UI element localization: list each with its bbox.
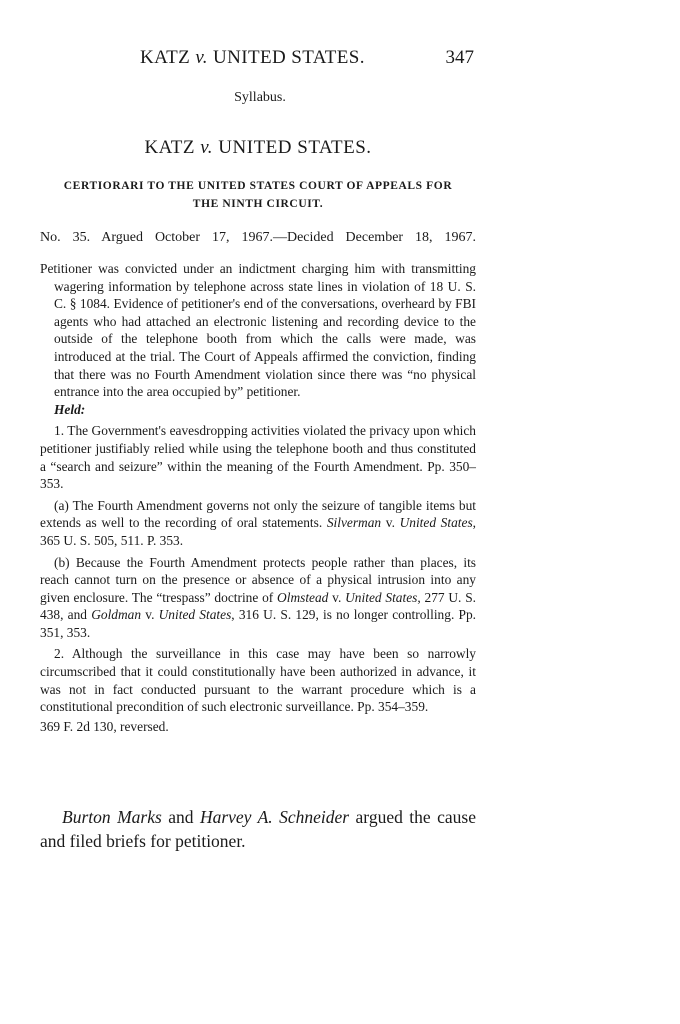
counsel-name-2: Harvey A. Schneider xyxy=(199,807,350,827)
running-header xyxy=(40,47,476,73)
counsel-name-1: Burton Marks xyxy=(62,807,162,827)
page-number: 347 xyxy=(445,47,474,68)
docket-line: No. 35. Argued October 17, 1967.—Decided December 18, 1967. xyxy=(40,230,476,245)
counsel-paragraph: Burton Marks and Harvey A. Schneider argued the cause and filed briefs for petitioner. xyxy=(40,807,476,851)
certiorari-line-1: CERTIORARI TO THE UNITED STATES COURT OF APPEALS FOR xyxy=(63,180,453,192)
summary-paragraph: Petitioner was convicted under an indictment charging him with transmitting wagering information by telephone across state lines in violation of 18 U. S. C. § 1084. Evidence of petitioner's end of the conversations, overheard by FBI agents who had attached an electronic listening and recording device to the outside of the telephone booth from which the calls were made, was introduced at the trial. The Court of Appeals affirmed the conviction, finding that there was no Fourth Amendment violation since there was “no physical entrance into the area occupied by” petitioner. Held: xyxy=(40,261,476,417)
held-label: Held: xyxy=(54,401,86,417)
holding-1: 1. The Government's eavesdropping activities violated the privacy upon which petitioner justifiably relied while using the telephone booth and thus constituted a “search and seizure” within the meaning of the Fourth Amendment. Pp. 350–353. xyxy=(40,423,476,492)
certiorari-line-2: THE NINTH CIRCUIT. xyxy=(192,198,324,210)
case-title: KATZ v. UNITED STATES. xyxy=(144,137,372,158)
holding-2: 2. Although the surveillance in this case may have been so narrowly circumscribed that it could constitutionally have been authorized in advance, it was not in fact conducted pursuant to the warrant procedure which is a constitutional precondition of such electronic surveillance. Pp. 354–359. xyxy=(40,646,476,715)
syllabus-label: Syllabus. xyxy=(234,90,286,105)
holding-1b: (b) Because the Fourth Amendment protects people rather than places, its reach cannot turn on the presence or absence of a physical intrusion into any given enclosure. The “trespass” doctrine of Olmstead v. United States, 277 U. S. 438, and Goldman v. United States, 316 U. S. 129, is no longer controlling. Pp. 351, 353. xyxy=(40,554,476,640)
holding-1a: (a) The Fourth Amendment governs not only the seizure of tangible items but extends as well to the recording of oral statements. Silverman v. United States, 365 U. S. 505, 511. P. 353. xyxy=(40,497,477,548)
lower-court-citation: 369 F. 2d 130, reversed. xyxy=(40,718,169,734)
running-title: KATZ v. UNITED STATES. xyxy=(140,47,365,68)
certiorari-heading xyxy=(38,177,478,213)
syllabus-body xyxy=(40,260,476,735)
